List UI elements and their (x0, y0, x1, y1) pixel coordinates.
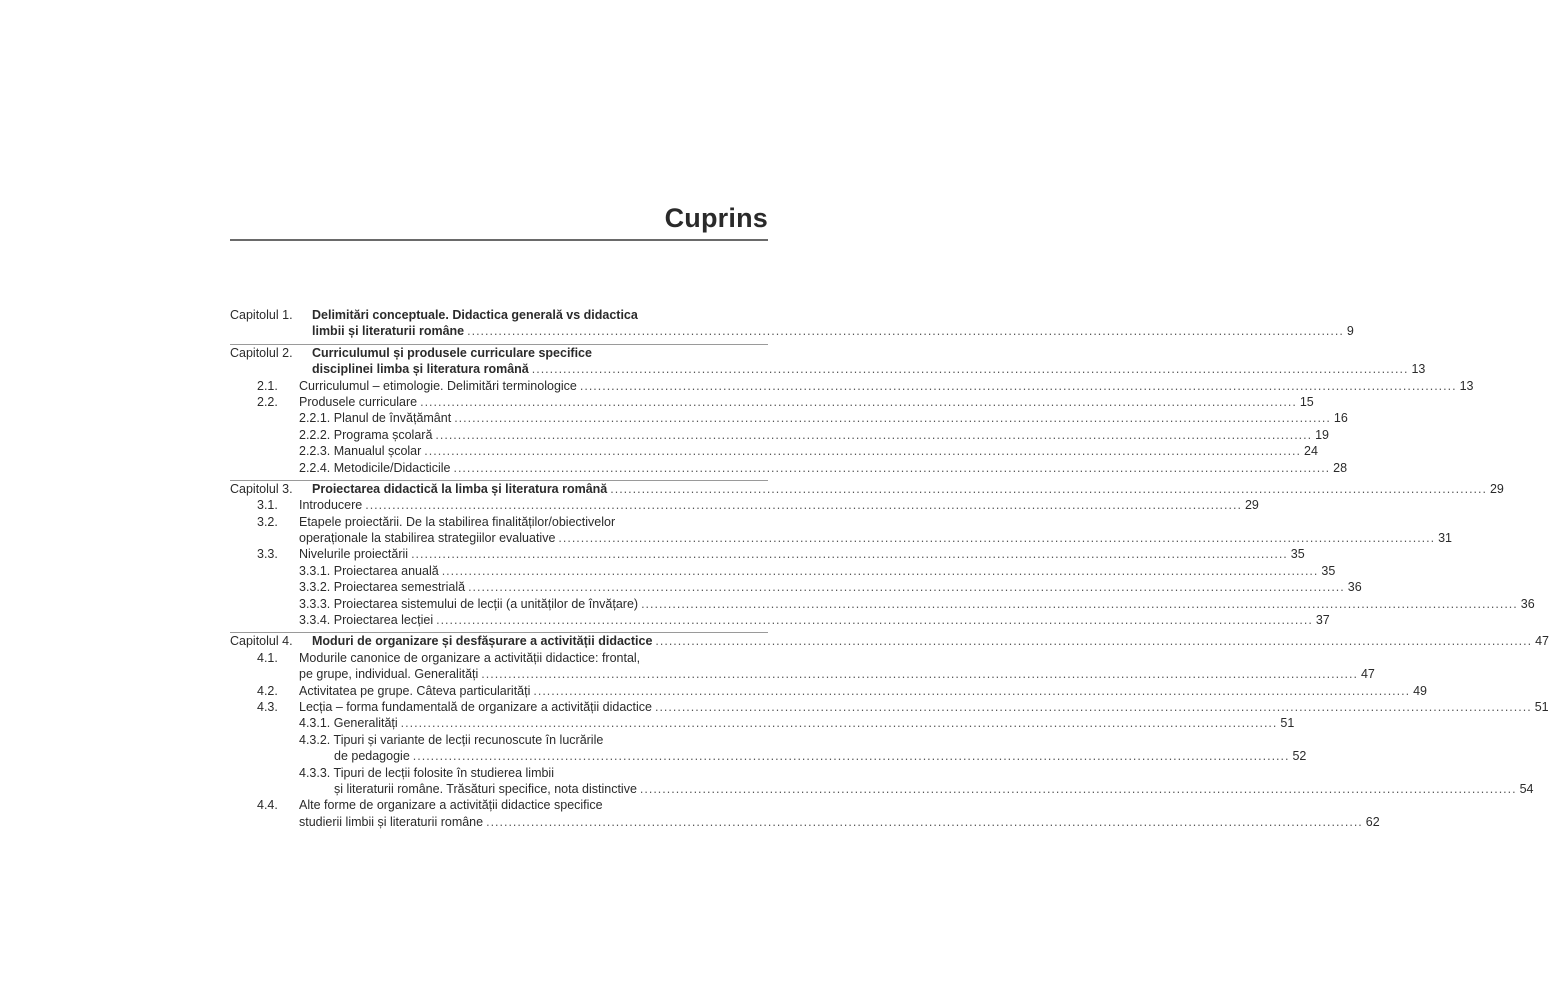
toc-line (230, 481, 1504, 497)
toc-subentry (230, 460, 1348, 476)
section-number: 4.2. (257, 683, 278, 698)
section-title: Activitatea pe grupe. Câteva particularități (299, 683, 531, 698)
section-title: Modurile canonice de organizare a activității didactice: frontal, (299, 650, 641, 665)
section-title-cont: pe grupe, individual. Generalități (299, 667, 479, 682)
leader-dots (442, 563, 1319, 579)
leader-dots (365, 497, 1242, 513)
section-title: Alte forme de organizare a activității didactice specifice (299, 798, 603, 813)
toc-subentry (230, 443, 1318, 459)
chapter-title-cont: disciplinei limba și literatura română (312, 362, 529, 377)
page-number: 36 (1520, 596, 1535, 611)
leader-dots (481, 666, 1358, 682)
toc-entry (230, 514, 768, 530)
subsection-title: 2.2.2. Programa școlară (299, 427, 433, 442)
leader-dots (468, 579, 1345, 595)
chapter-title: Proiectarea didactică la limba și literatura română (312, 481, 608, 496)
toc-entry-cont (230, 666, 1375, 682)
page-number: 31 (1438, 531, 1453, 546)
page-number: 35 (1290, 547, 1305, 562)
chapter-label: Capitolul 2. (230, 345, 293, 360)
toc-entry-cont (230, 814, 1380, 830)
leader-dots (401, 715, 1278, 731)
page-number: 9 (1346, 324, 1354, 339)
page-number: 37 (1315, 613, 1330, 628)
page-number: 51 (1534, 699, 1549, 714)
toc-page (230, 200, 1549, 829)
toc-subentry (230, 579, 1362, 595)
section-number: 4.4. (257, 798, 278, 813)
toc-subentry (230, 732, 768, 748)
leader-dots (424, 443, 1301, 459)
subsection-title: 3.3.2. Proiectarea semestrială (299, 580, 466, 595)
table-of-contents (230, 307, 1549, 830)
title-rule (230, 239, 768, 241)
chapter-title-cont: limbii și literaturii române (312, 324, 465, 339)
section-number: 2.1. (257, 378, 278, 393)
toc-subentry-cont (230, 748, 1307, 764)
section-number: 3.3. (257, 547, 278, 562)
toc-chapter-3 (230, 480, 1535, 633)
toc-line (230, 633, 1549, 649)
page-number: 13 (1411, 362, 1426, 377)
page-number: 29 (1244, 498, 1259, 513)
toc-line (230, 323, 1354, 339)
subsection-title-cont: de pedagogie (334, 749, 410, 764)
chapter-label: Capitolul 3. (230, 481, 293, 496)
toc-entry (230, 378, 1474, 394)
toc-entry (230, 650, 768, 666)
leader-dots (533, 683, 1410, 699)
leader-dots (486, 814, 1363, 830)
subsection-title: 4.3.3. Tipuri de lecții folosite în studierea limbii (299, 765, 554, 780)
section-title: Curriculumul – etimologie. Delimitări terminologice (299, 378, 577, 393)
section-title: Introducere (299, 498, 363, 513)
leader-dots (532, 361, 1409, 377)
section-number: 3.2. (257, 514, 278, 529)
page-number: 16 (1333, 411, 1348, 426)
leader-dots (467, 323, 1344, 339)
page-number: 19 (1315, 427, 1330, 442)
leader-dots (436, 612, 1313, 628)
subsection-title: 3.3.3. Proiectarea sistemului de lecții (a unităților de învățare) (299, 596, 639, 611)
toc-entry (230, 683, 1427, 699)
section-number: 3.1. (257, 498, 278, 513)
leader-dots (655, 699, 1532, 715)
leader-dots (580, 378, 1457, 394)
toc-line (230, 361, 1426, 377)
toc-subentry-cont (230, 781, 1534, 797)
leader-dots (435, 427, 1312, 443)
leader-dots (413, 748, 1290, 764)
subsection-title-cont: și literaturii române. Trăsături specifice, nota distinctive (334, 781, 637, 796)
toc-subentry (230, 410, 1348, 426)
leader-dots (558, 530, 1435, 546)
section-title: Nivelurile proiectării (299, 547, 409, 562)
subsection-title: 3.3.4. Proiectarea lecției (299, 613, 434, 628)
section-title-cont: studierii limbii și literaturii române (299, 814, 484, 829)
leader-dots (655, 633, 1532, 649)
toc-subentry (230, 612, 1330, 628)
section-title-cont: operaționale la stabilirea strategiilor evaluative (299, 531, 556, 546)
toc-entry (230, 546, 1305, 562)
toc-line (230, 345, 768, 361)
page-number: 49 (1413, 683, 1427, 698)
leader-dots (610, 481, 1487, 497)
toc-line (230, 307, 768, 323)
toc-chapter-2 (230, 344, 1474, 480)
toc-chapter-1 (230, 307, 1354, 344)
page-number: 51 (1280, 716, 1295, 731)
leader-dots (411, 546, 1288, 562)
subsection-title: 3.3.1. Proiectarea anuală (299, 563, 439, 578)
leader-dots (420, 394, 1297, 410)
leader-dots (454, 410, 1331, 426)
page-number: 15 (1299, 394, 1314, 409)
toc-entry (230, 797, 768, 813)
page-number: 28 (1333, 460, 1348, 475)
page-number: 24 (1304, 444, 1318, 459)
chapter-title: Curriculumul și produsele curriculare specifice (312, 345, 592, 360)
section-number: 4.3. (257, 699, 278, 714)
page-number: 47 (1535, 634, 1549, 649)
page-number: 36 (1347, 580, 1362, 595)
chapter-label: Capitolul 4. (230, 634, 293, 649)
subsection-title: 2.2.3. Manualul școlar (299, 444, 422, 459)
section-title: Etapele proiectării. De la stabilirea finalităților/obiectivelor (299, 514, 616, 529)
toc-subentry (230, 427, 1330, 443)
toc-subentry (230, 765, 768, 781)
chapter-label: Capitolul 1. (230, 308, 293, 322)
page-number: 52 (1292, 749, 1307, 764)
toc-subentry (230, 596, 1535, 612)
page-title: Cuprins (664, 203, 768, 233)
toc-entry-cont (230, 530, 1453, 546)
page-number: 54 (1519, 781, 1534, 796)
toc-subentry (230, 715, 1295, 731)
chapter-title: Moduri de organizare și desfășurare a activității didactice (312, 634, 653, 649)
subsection-title: 4.3.1. Generalități (299, 716, 398, 731)
subsection-title: 4.3.2. Tipuri și variante de lecții recunoscute în lucrările (299, 732, 604, 747)
chapter-title: Delimitări conceptuale. Didactica generală vs didactica (312, 308, 638, 322)
section-number: 2.2. (257, 394, 278, 409)
section-title: Lecția – forma fundamentală de organizare a activității didactice (299, 699, 652, 714)
page-number: 35 (1321, 563, 1336, 578)
toc-entry (230, 394, 1314, 410)
page-number: 29 (1489, 481, 1504, 496)
toc-entry (230, 699, 1549, 715)
toc-subentry (230, 563, 1336, 579)
subsection-title: 2.2.4. Metodicile/Didacticile (299, 460, 451, 475)
page-number: 47 (1360, 667, 1375, 682)
toc-chapter-4 (230, 632, 1549, 830)
leader-dots (453, 460, 1330, 476)
leader-dots (641, 596, 1518, 612)
toc-entry (230, 497, 1259, 513)
section-title: Produsele curriculare (299, 394, 418, 409)
subsection-title: 2.2.1. Planul de învățământ (299, 411, 452, 426)
page-number: 13 (1459, 378, 1474, 393)
page-number: 62 (1365, 814, 1380, 829)
section-number: 4.1. (257, 650, 278, 665)
leader-dots (640, 781, 1517, 797)
